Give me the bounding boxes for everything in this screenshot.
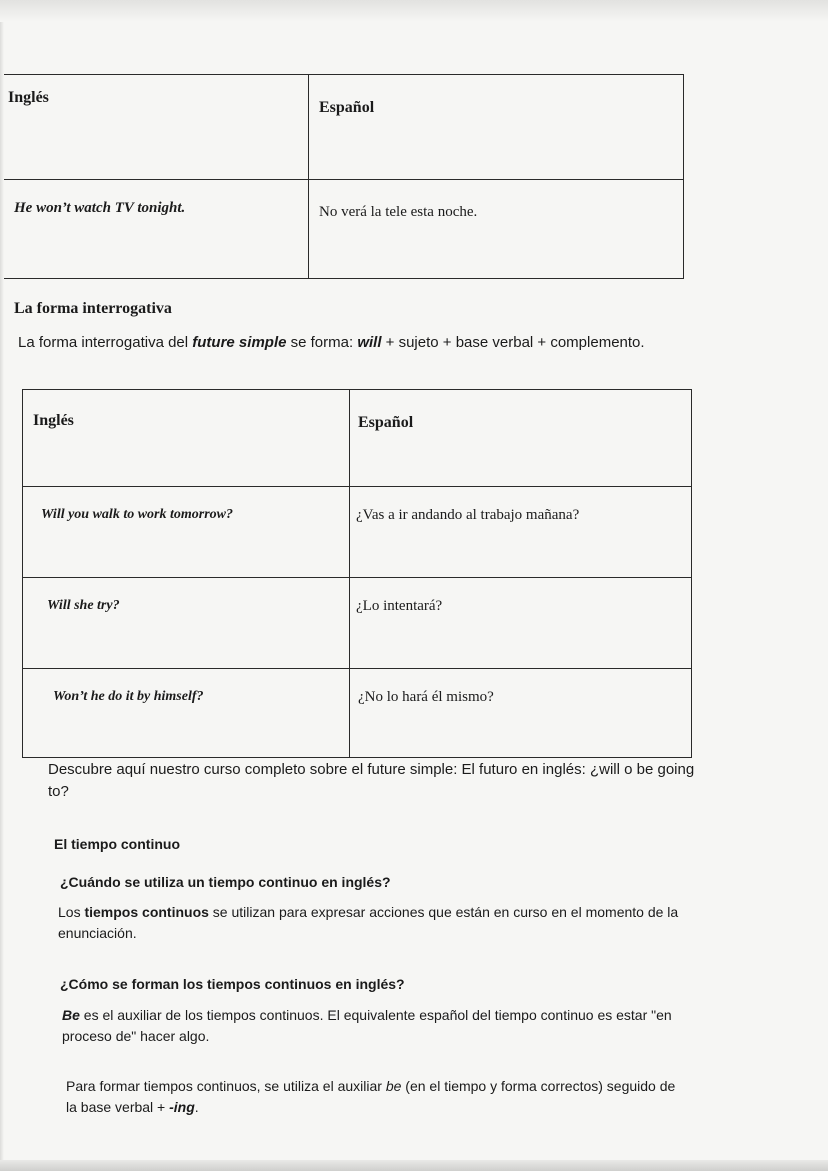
header-cell-spanish xyxy=(309,75,684,180)
header-cell-english xyxy=(23,390,350,487)
interrogative-rule: La forma interrogativa del future simple se forma: will + sujeto + base verbal + complemento. xyxy=(18,334,645,351)
header-ingles: Inglés xyxy=(8,89,49,106)
cell-spanish xyxy=(350,669,692,758)
header-ingles: Inglés xyxy=(33,412,74,429)
negative-example-table xyxy=(4,74,684,279)
header-cell-spanish xyxy=(350,390,692,487)
section-title-interrogative: La forma interrogativa xyxy=(14,300,172,317)
paragraph-how-line-1: Be es el auxiliar de los tiempos continuos. El equivalente español del tiempo continuo es estar "en xyxy=(62,1007,672,1023)
interrogative-example-table xyxy=(22,389,692,758)
table-row xyxy=(4,180,684,279)
spanish-sentence: No verá la tele esta noche. xyxy=(319,204,478,220)
table-row xyxy=(23,487,692,578)
paragraph-form-line-1: Para formar tiempos continuos, se utiliza el auxiliar be (en el tiempo y forma correctos) seguido de xyxy=(66,1078,676,1094)
table-header-row xyxy=(4,75,684,180)
cell-spanish xyxy=(350,578,692,669)
section-title-continuous: El tiempo continuo xyxy=(54,836,180,852)
spanish-question: ¿Lo intentará? xyxy=(356,598,443,614)
table-row xyxy=(23,578,692,669)
header-cell-english xyxy=(4,75,309,180)
table-row xyxy=(23,669,692,758)
discover-course-line-1: Descubre aquí nuestro curso completo sobre el future simple: El futuro en inglés: ¿will o be going xyxy=(48,761,695,778)
cell-english xyxy=(23,578,350,669)
paragraph-when-line-1: Los tiempos continuos se utilizan para expresar acciones que están en curso en el momento de la xyxy=(58,904,679,920)
spanish-question: ¿Vas a ir andando al trabajo mañana? xyxy=(356,507,580,523)
cell-english xyxy=(23,669,350,758)
paragraph-when-line-2: enunciación. xyxy=(58,925,137,941)
page-top-shadow xyxy=(0,0,828,22)
table-header-row xyxy=(23,390,692,487)
cell-spanish xyxy=(309,180,684,279)
english-question: Will you walk to work tomorrow? xyxy=(41,507,234,522)
header-espanol: Español xyxy=(319,99,375,116)
cell-english xyxy=(23,487,350,578)
english-question: Won’t he do it by himself? xyxy=(53,689,204,704)
cell-english xyxy=(4,180,309,279)
cell-spanish xyxy=(350,487,692,578)
paragraph-form-line-2: la base verbal + -ing. xyxy=(66,1099,199,1115)
question-how: ¿Cómo se forman los tiempos continuos en inglés? xyxy=(60,976,405,992)
question-when: ¿Cuándo se utiliza un tiempo continuo en inglés? xyxy=(60,874,391,890)
paragraph-how-line-2: proceso de" hacer algo. xyxy=(62,1028,210,1044)
english-sentence: He won’t watch TV tonight. xyxy=(14,200,186,216)
page-bottom-edge xyxy=(0,1160,828,1171)
header-espanol: Español xyxy=(358,414,414,431)
spanish-question: ¿No lo hará él mismo? xyxy=(358,689,494,705)
english-question: Will she try? xyxy=(47,598,120,613)
discover-course-line-2: to? xyxy=(48,783,69,800)
